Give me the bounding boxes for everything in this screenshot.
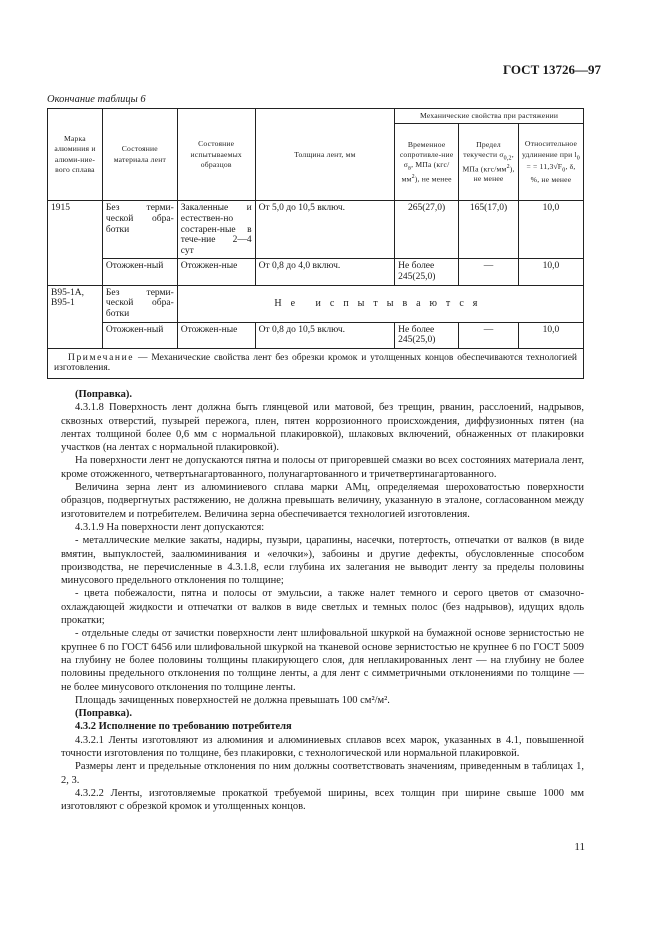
cell-state: Отожжен-ный	[102, 259, 177, 285]
cell-yield: —	[459, 259, 519, 285]
cell-test-state: Отожжен-ные	[177, 322, 255, 348]
cell-test-state: Отожжен-ные	[177, 259, 255, 285]
col-header-mech-group: Механические свойства при растяжении	[395, 109, 584, 124]
correction-note	[61, 388, 584, 401]
tensile-label-2: , МПа (кгс/мм	[401, 160, 450, 184]
cell-state: Отожжен-ный	[102, 322, 177, 348]
paragraph: - отдельные следы от зачистки поверхности лент шлифовальной шкуркой на бумажной основе зернистостью не крупнее 6 по ГОСТ 6456 или шлифовальной шкуркой на тканевой основе зернистостью не крупнее 6 по ГОСТ 5009 на глубину не более половины толщины плакирующего слоя, для неплакированных лент — на глубину не более половины предельного отклонения по толщине ленты, а для лент с симметричными отклонениями по толщине — не более минусового отклонения по толщине ленты.	[61, 628, 584, 693]
yield-label-sub: 0,2	[503, 155, 512, 162]
tensile-label-1: Временное сопротивле-ние σ	[399, 139, 454, 170]
col-header-test-state: Состояние испытываемых образцов	[177, 109, 255, 201]
cell-grade: В95-1А, В95-1	[48, 285, 103, 348]
paragraph: - металлические мелкие закаты, надиры, пузыри, царапины, насечки, потертость, отпечатки от валков (в виде вмятин, выпуклостей, заалюминивания и «елочки»), забоины и другие дефекты, обусловленные способом производства, не перечисленные в 4.3.1.8, если глубина их залегания не выводит ленту за пределы половины минусового предельного отклонения по толщине;	[61, 535, 584, 587]
page-number: 11	[574, 841, 585, 853]
col-header-yield	[459, 124, 519, 201]
main-text	[61, 388, 584, 814]
elong-label-1: Относительное удлинение при l	[521, 139, 578, 159]
cell-thickness: От 0,8 до 10,5 включ.	[255, 322, 394, 348]
correction-label: (Поправка).	[75, 389, 132, 400]
table-row	[48, 259, 584, 285]
paragraph: 4.3.2.2 Ленты, изготовляемые прокаткой требуемой ширины, всех толщин при ширине свыше 1000 мм изготовляют с обрезкой кромок и утолщенных концов.	[61, 787, 584, 813]
cell-yield: —	[459, 322, 519, 348]
cell-tensile: Не более 245(25,0)	[395, 322, 459, 348]
table-row	[48, 322, 584, 348]
table-note-row	[48, 348, 584, 378]
paragraph: 4.3.2.1 Ленты изготовляют из алюминия и алюминиевых сплавов всех марок, указанных в 4.1, повышенной точности изготовления по толщине, без плакировки, с технологической или нормальной плакировкой.	[61, 734, 584, 760]
cell-not-tested: Не испытываются	[177, 285, 583, 322]
note-label: Примечание	[68, 352, 135, 363]
paragraph: На поверхности лент не допускаются пятна и полосы от пригоревшей смазки во всех состояниях материала лент, кроме отожженного, четвертьнагартованного, полунагартованного и тричетвертинагартованного.	[61, 455, 584, 480]
paragraph: Величина зерна лент из алюминиевого сплава марки АМц, определяемая шероховатостью поверхности образцов, подвергнутых растяжению, не должна превышать величину, указанную в эталоне, согласованном между изготовителем и потребителем. Величина зерна обеспечивается технологией изготовления.	[61, 482, 584, 520]
yield-label-1: Предел текучести σ	[463, 139, 504, 160]
table-caption: Окончание таблицы 6	[47, 94, 146, 105]
paragraph: - цвета побежалости, пятна и полосы от эмульсии, а также налет темного и серого цветов от смазочно-охлаждающей жидкости и отпечатки от валков в виде светлых и темных полос (без надрывов), идущих вдоль прокатки;	[61, 588, 584, 627]
col-header-thickness: Толщина лент, мм	[255, 109, 394, 201]
paragraph: Площадь зачищенных поверхностей не должна превышать 100 см²/м².	[75, 694, 390, 706]
section-heading-text: 4.3.2 Исполнение по требованию потребителя	[75, 721, 292, 733]
yield-label-sup: 2	[506, 163, 510, 170]
table-note	[48, 348, 584, 378]
mechanical-properties-table	[47, 108, 584, 379]
tensile-label-sup: 2	[411, 173, 415, 180]
paragraph: 4.3.1.9 На поверхности лент допускаются:	[75, 521, 265, 533]
tensile-label-sub: в	[408, 165, 412, 172]
table-row	[48, 285, 584, 322]
col-header-elongation	[518, 124, 583, 201]
table-header-row	[48, 109, 584, 124]
elong-label-2: = = 11,3√F	[526, 162, 563, 172]
table-row	[48, 201, 584, 259]
section-heading	[61, 720, 584, 733]
cell-thickness: От 5,0 до 10,5 включ.	[255, 201, 394, 259]
cell-elongation: 10,0	[518, 322, 583, 348]
cell-state: Без терми-ческой обра-ботки	[102, 285, 177, 322]
cell-test-state: Закаленные и естествен-но состарен-ные в тече-ние 2—4 сут	[177, 201, 255, 259]
cell-tensile: 265(27,0)	[395, 201, 459, 259]
cell-thickness: От 0,8 до 4,0 включ.	[255, 259, 394, 285]
correction-label: (Поправка).	[75, 708, 132, 720]
cell-elongation: 10,0	[518, 259, 583, 285]
paragraph: 4.3.1.8 Поверхность лент должна быть глянцевой или матовой, без трещин, рванин, расслоений, надрывов, сквозных отверстий, пузырей пережога, плен, пятен коррозионного происхождения, диффузионных пятен (на лентах толщиной более 0,6 мм с нормальной плакировкой), шлаковых включений, обнаженных от плакировки участков (на лентах с нормальной плакировкой).	[61, 402, 584, 454]
elong-label-3: , δ, %, не менее	[530, 162, 576, 184]
col-header-state: Состояние материала лент	[102, 109, 177, 201]
paragraph: Размеры лент и предельные отклонения по ним должны соответствовать значениям, приведенным в таблицах 1, 2, 3.	[61, 761, 584, 786]
document-code: ГОСТ 13726—97	[502, 62, 601, 77]
col-header-grade: Марка алюминия и алюми-ние-вого сплава	[48, 109, 103, 201]
elong-label-sub: 0	[576, 155, 580, 162]
cell-yield: 165(17,0)	[459, 201, 519, 259]
note-text: — Механические свойства лент без обрезки кромок и утолщенных концов обеспечиваются технологией изготовления.	[54, 352, 578, 374]
elong-label-sub2: 0	[562, 167, 566, 174]
tensile-label-3: ), не менее	[414, 174, 452, 184]
yield-label-3: ), не менее	[473, 164, 515, 184]
yield-label-2: , МПа (кгс/мм	[462, 150, 514, 174]
cell-grade: 1915	[48, 201, 103, 285]
col-header-tensile	[395, 124, 459, 201]
cell-tensile: Не более 245(25,0)	[395, 259, 459, 285]
cell-state: Без терми-ческой обра-ботки	[102, 201, 177, 259]
correction-note	[61, 707, 584, 720]
cell-elongation: 10,0	[518, 201, 583, 259]
